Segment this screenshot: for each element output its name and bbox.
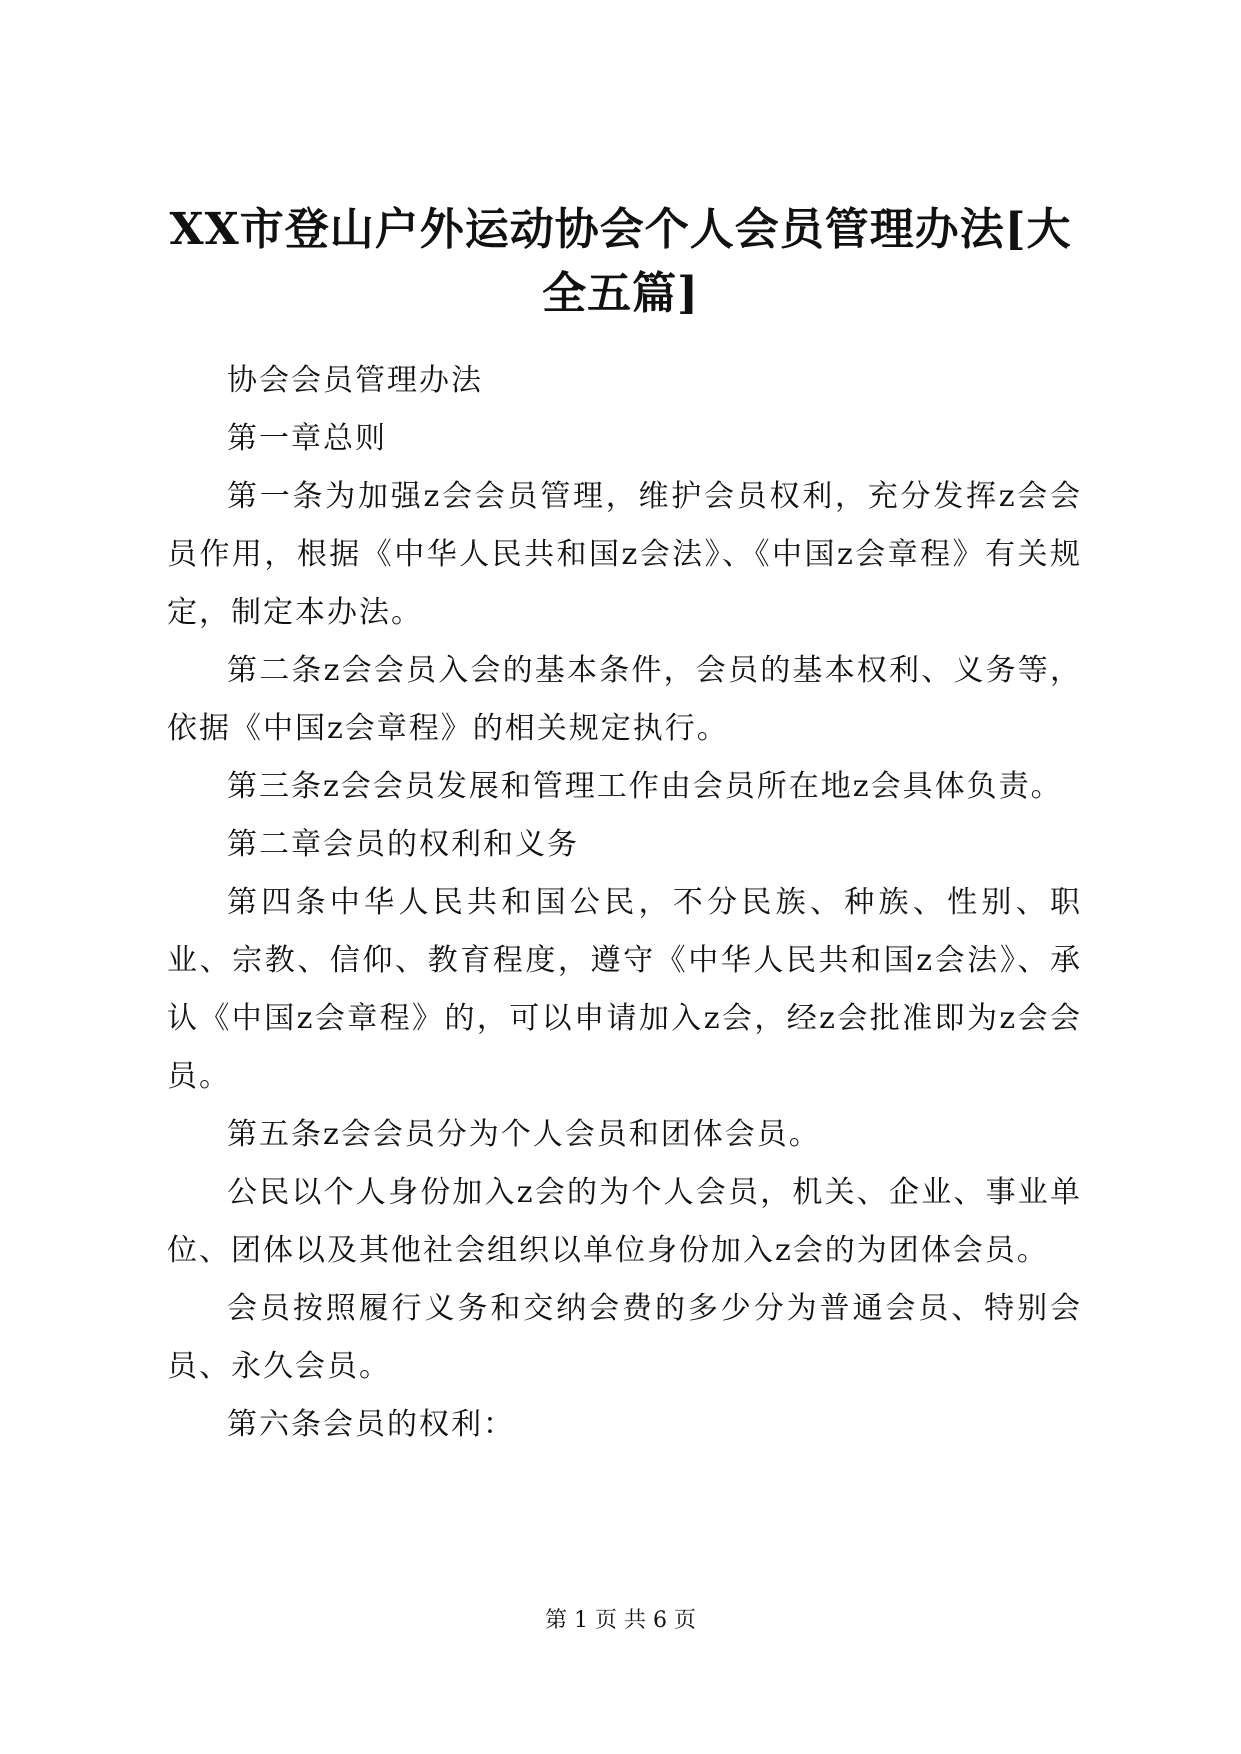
page-number: 第 1 页 共 6 页	[545, 1608, 696, 1633]
chapter-heading: 第二章会员的权利和义务	[227, 827, 579, 862]
paragraph: 第六条会员的权利：	[227, 1407, 515, 1442]
paragraph: 第一条为加强z会会员管理，维护会员权利，充分发挥z会会员作用，根据《中华人民共和国z会法》、《中国z会章程》有关规定，制定本办法。	[167, 479, 1082, 630]
paragraph-heading: 协会会员管理办法	[227, 363, 483, 398]
paragraph: 第四条中华人民共和国公民，不分民族、种族、性别、职业、宗教、信仰、教育程度，遵守《中华人民共和国z会法》、承认《中国z会章程》的，可以申请加入z会，经z会批准即为z会会员。	[167, 885, 1082, 1094]
page-footer	[0, 1606, 1241, 1636]
document-title	[150, 198, 1091, 326]
title-line-1: XX市登山户外运动协会个人会员管理办法[大	[169, 204, 1072, 255]
title-line-2: 全五篇]	[542, 268, 699, 319]
paragraph: 第二条z会会员入会的基本条件，会员的基本权利、义务等，依据《中国z会章程》的相关规定执行。	[167, 653, 1082, 746]
document-body	[167, 352, 1082, 1454]
chapter-heading: 第一章总则	[227, 421, 387, 456]
paragraph: 公民以个人身份加入z会的为个人会员，机关、企业、事业单位、团体以及其他社会组织以单位身份加入z会的为团体会员。	[167, 1175, 1082, 1268]
paragraph: 第三条z会会员发展和管理工作由会员所在地z会具体负责。	[227, 769, 1063, 804]
paragraph: 会员按照履行义务和交纳会费的多少分为普通会员、特别会员、永久会员。	[167, 1291, 1082, 1384]
paragraph: 第五条z会会员分为个人会员和团体会员。	[227, 1117, 821, 1152]
